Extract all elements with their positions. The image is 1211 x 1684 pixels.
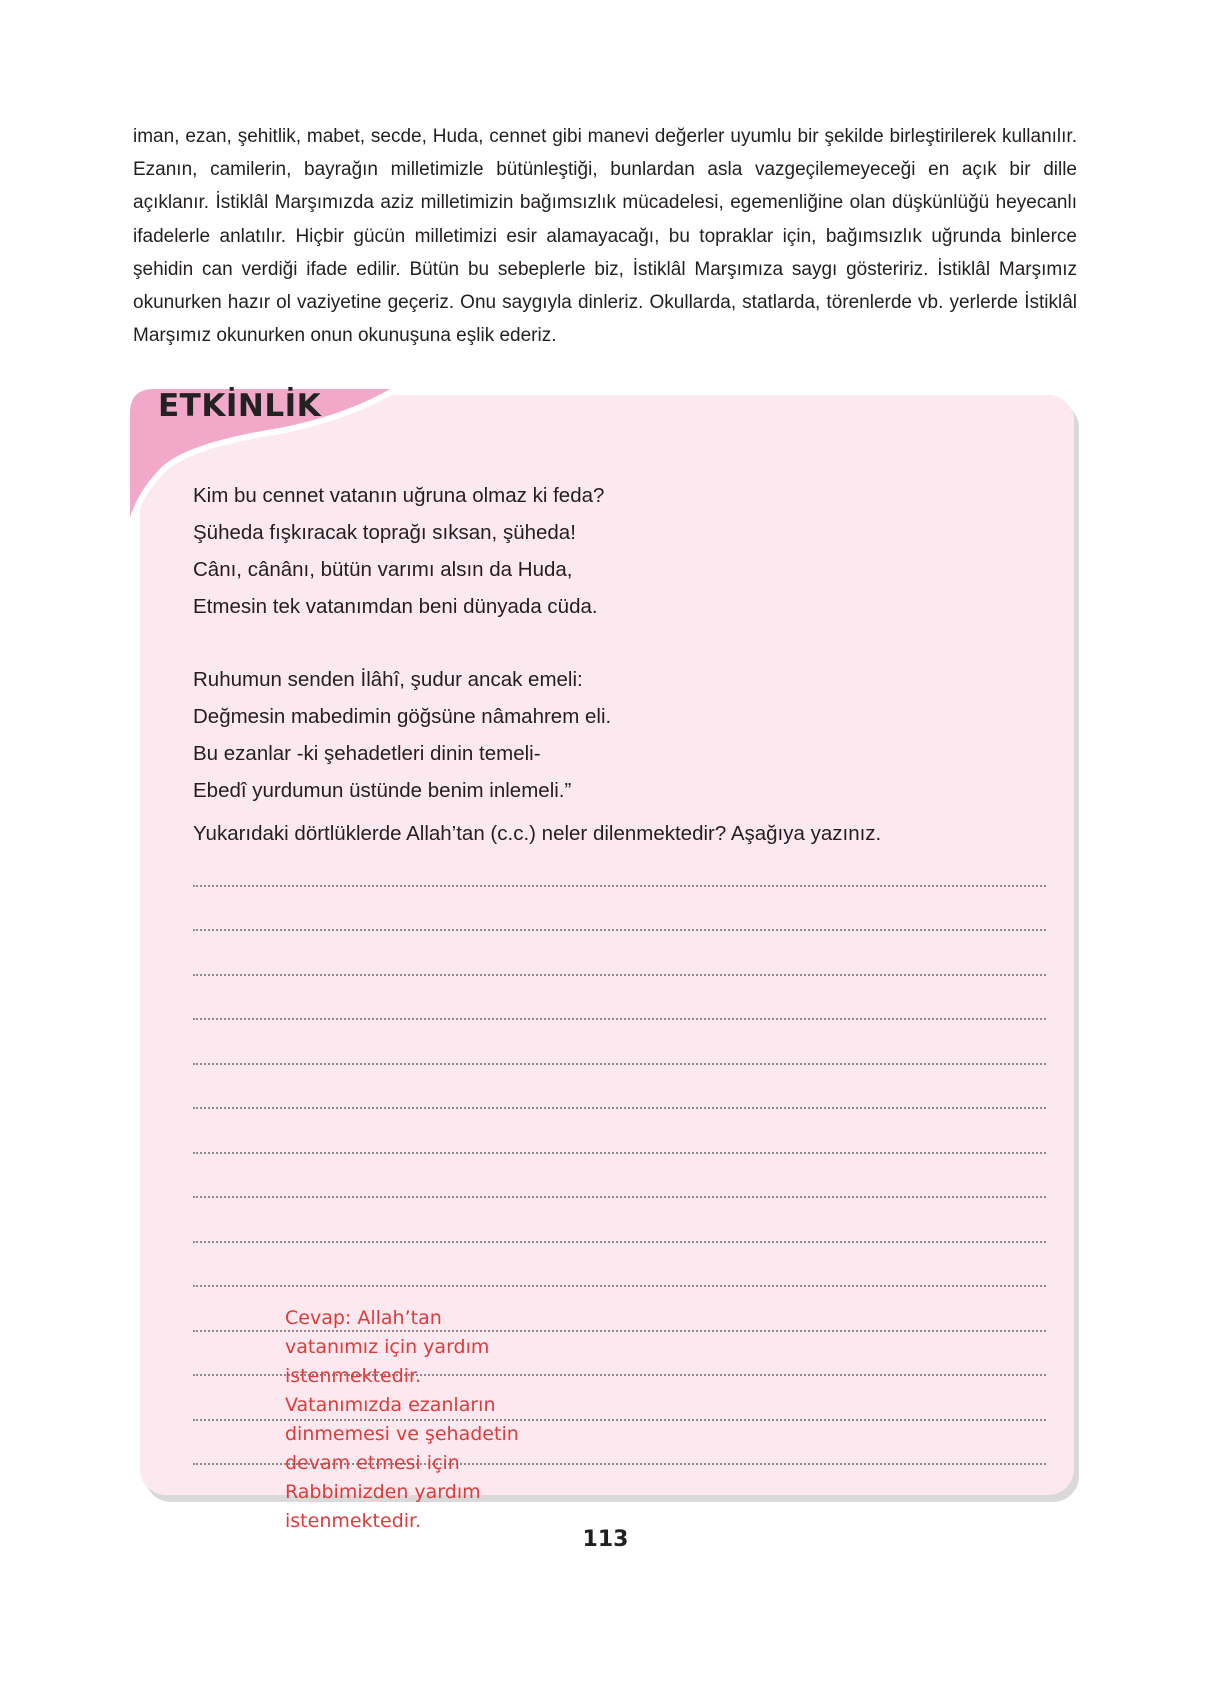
answer-text-line: Cevap: Allah’tan: [285, 1307, 442, 1329]
handwritten-answer: [285, 1304, 575, 1536]
answer-text-line: dinmemesi ve şehadetin: [285, 1423, 519, 1445]
poem-line: Cânı, cânânı, bütün varımı alsın da Huda,: [193, 558, 573, 581]
answer-line[interactable]: [193, 1018, 1046, 1020]
answer-text-line: istenmektedir.: [285, 1510, 422, 1532]
poem-line: Bu ezanlar -ki şehadetleri dinin temeli-: [193, 742, 541, 765]
activity-question: Yukarıdaki dörtlüklerde Allah’tan (c.c.) neler dilenmektedir? Aşağıya yazınız.: [193, 822, 882, 845]
poem-line: Ebedî yurdumun üstünde benim inlemeli.”: [193, 779, 572, 802]
poem-line: Etmesin tek vatanımdan beni dünyada cüda.: [193, 595, 598, 618]
answer-line[interactable]: [193, 1241, 1046, 1243]
poem-line: Kim bu cennet vatanın uğruna olmaz ki feda?: [193, 484, 605, 507]
answer-line[interactable]: [193, 1107, 1046, 1109]
answer-text-line: Rabbimizden yardım: [285, 1481, 481, 1503]
answer-line[interactable]: [193, 929, 1046, 931]
answer-text-line: istenmektedir.: [285, 1365, 422, 1387]
poem-line: Şüheda fışkıracak toprağı sıksan, şüheda!: [193, 521, 576, 544]
page-number: 113: [582, 1527, 629, 1552]
answer-line[interactable]: [193, 1196, 1046, 1198]
answer-text-line: devam etmesi için: [285, 1452, 460, 1474]
poem-stanza-2: [193, 661, 893, 809]
answer-line[interactable]: [193, 974, 1046, 976]
answer-text-line: Vatanımızda ezanların: [285, 1394, 496, 1416]
poem-line: Ruhumun senden İlâhî, şudur ancak emeli:: [193, 668, 583, 691]
answer-line[interactable]: [193, 1063, 1046, 1065]
poem-stanza-1: [193, 477, 893, 625]
answer-line[interactable]: [193, 1152, 1046, 1154]
answer-line[interactable]: [193, 1285, 1046, 1287]
poem-line: Değmesin mabedimin göğsüne nâmahrem eli.: [193, 705, 612, 728]
answer-line[interactable]: [193, 885, 1046, 887]
intro-paragraph: iman, ezan, şehitlik, mabet, secde, Huda, cennet gibi manevi değerler uyumlu bir şekilde birleştirilerek kullanılır. Ezanın, camilerin, bayrağın milletimizle bütünleştiği, bunlardan asla vazgeçilemeyeceği en açık bir dille açıklanır. İstiklâl Marşımızda aziz milletimizin bağımsızlık mücadelesi, egemenliğine olan düşkünlüğü heyecanlı ifadelerle anlatılır. Hiçbir gücün milletimizi esir alamayacağı, bu topraklar için, bağımsızlık uğrunda binlerce şehidin can verdiği ifade edilir. Bütün bu sebeplerle biz, İstiklâl Marşımıza saygı gösteririz. İstiklâl Marşımız okunurken hazır ol vaziyetine geçeriz. Onu saygıyla dinleriz. Okullarda, statlarda, törenlerde vb. yerlerde İstiklâl Marşımız okunurken onun okunuşuna eşlik ederiz.: [133, 126, 1077, 347]
activity-label: ETKİNLİK: [158, 388, 322, 424]
answer-text-line: vatanımız için yardım: [285, 1336, 490, 1358]
